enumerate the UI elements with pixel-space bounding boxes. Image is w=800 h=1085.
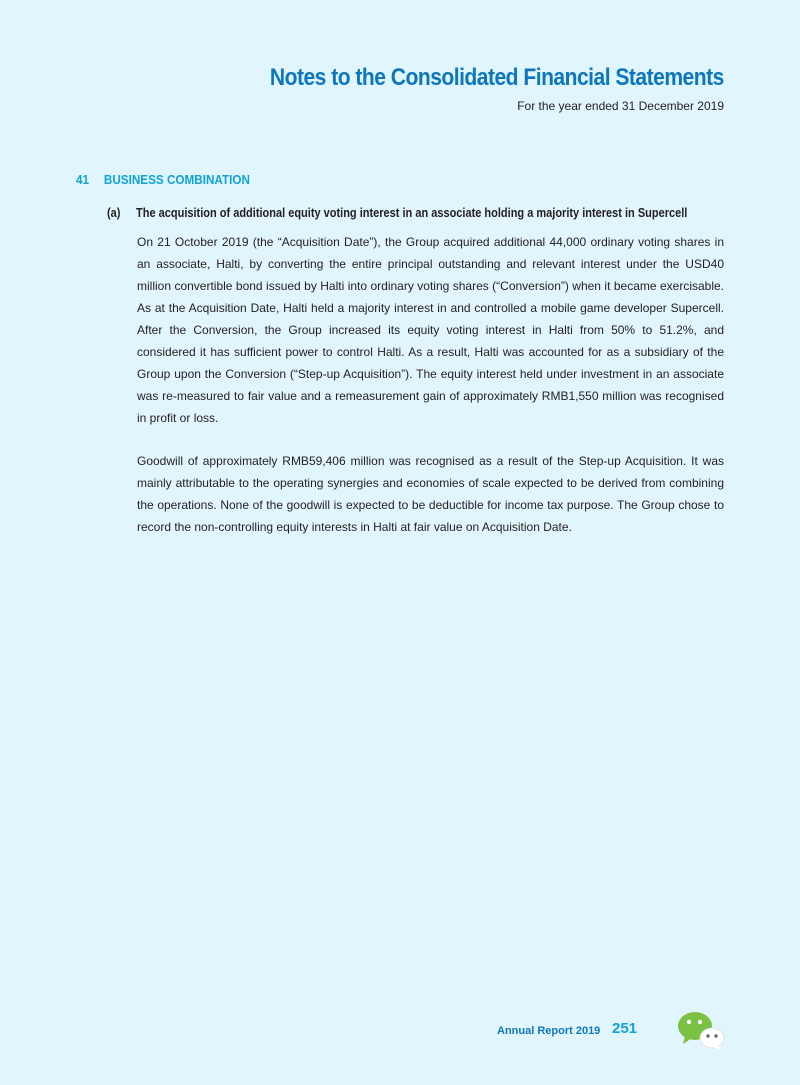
paragraph-acquisition: On 21 October 2019 (the “Acquisition Date”), the Group acquired additional 44,000 ordinary voting shares in an associate, Halti, by converting the entire principal outstanding and relevant interest under the USD40 million convertible bond issued by Halti into ordinary voting shares (“Conversion”) when it became exercisable. As at the Acquisition Date, Halti held a majority interest in and controlled a mobile game developer Supercell. After the Conversion, the Group increased its equity voting interest in Halti from 50% to 51.2%, and considered it has sufficient power to control Halti. As a result, Halti was accounted for as a subsidiary of the Group upon the Conversion (“Step-up Acquisition”). The equity interest held under investment in an associate was re-measured to fair value and a remeasurement gain of approximately RMB1,550 million was recognised in profit or loss. bbox=[137, 235, 724, 425]
wechat-logo-icon bbox=[677, 1010, 725, 1052]
footer-report-label: Annual Report 2019 bbox=[497, 1025, 601, 1037]
subsection-title: The acquisition of additional equity voting interest in an associate holding a majority interest in Supercell bbox=[136, 206, 688, 220]
paragraph-goodwill: Goodwill of approximately RMB59,406 million was recognised as a result of the Step-up Acquisition. It was mainly attributable to the operating synergies and economies of scale expected to be derived from combining the operations. None of the goodwill is expected to be deductible for income tax purpose. The Group chose to record the non-controlling equity interests in Halti at fair value on Acquisition Date. bbox=[137, 454, 724, 534]
period-subtitle: For the year ended 31 December 2019 bbox=[517, 99, 724, 113]
section-title: BUSINESS COMBINATION bbox=[103, 172, 250, 187]
subsection-letter: (a) bbox=[107, 206, 121, 220]
section-heading bbox=[76, 172, 250, 187]
subsection-heading bbox=[107, 206, 687, 220]
section-number: 41 bbox=[76, 172, 90, 187]
note-body bbox=[137, 231, 724, 538]
footer-page-number: 251 bbox=[612, 1020, 638, 1037]
page-title: Notes to the Consolidated Financial Statements bbox=[270, 64, 724, 91]
